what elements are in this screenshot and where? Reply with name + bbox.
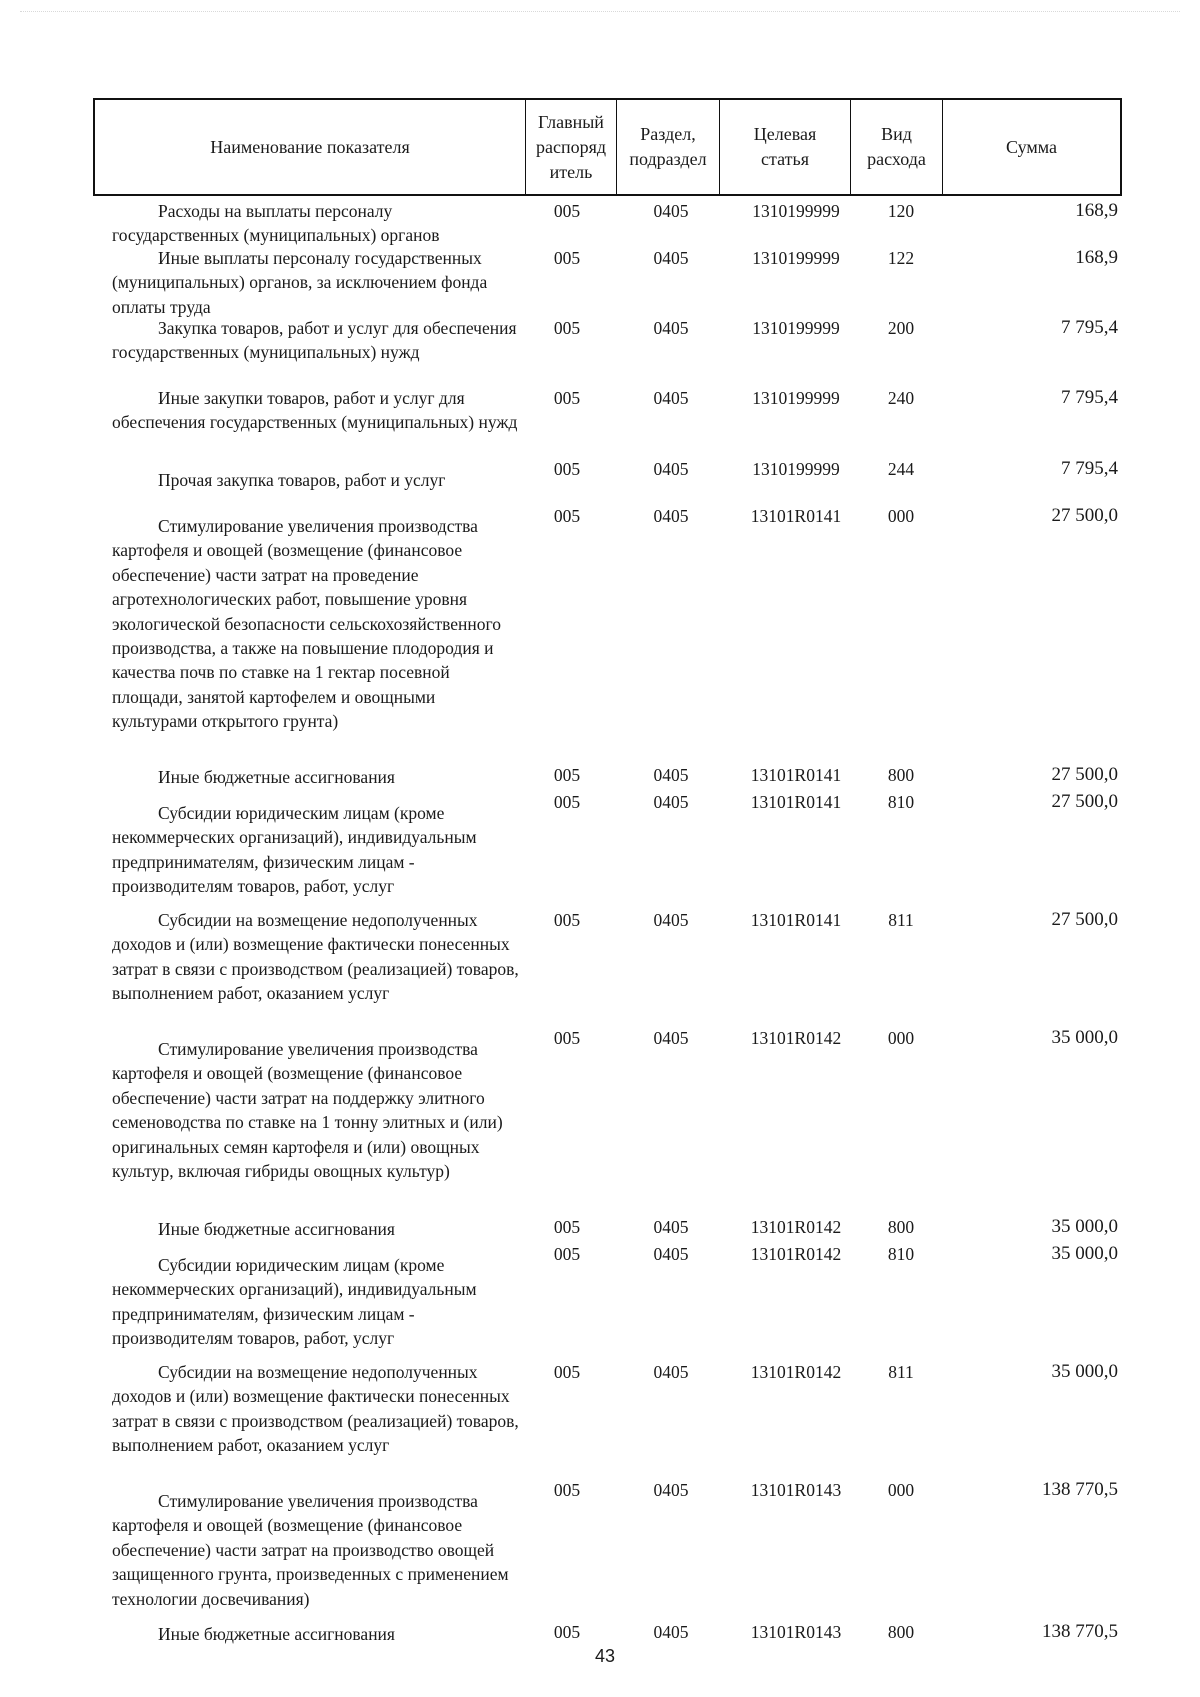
row-celevaya-statya: 1310199999 (752, 318, 840, 338)
row-vid-rashoda: 811 (888, 910, 914, 930)
row-summa: 35 000,0 (1051, 1027, 1118, 1048)
row-vid-rashoda: 000 (887, 1028, 915, 1048)
row-glav: 005 (553, 318, 581, 338)
row-celevaya-statya: 1310199999 (752, 388, 840, 408)
row-name: Субсидии на возмещение недополученных доходов и (или) возмещение фактически понесенных затрат в связи с производством (реализацией) товаров, выполнением работ, оказанием услуг (112, 910, 519, 1004)
row-celevaya-statya: 13101R0141 (750, 910, 842, 930)
row-celevaya-statya: 1310199999 (752, 248, 840, 268)
row-name: Субсидии юридическим лицам (кроме некоммерческих организаций), индивидуальным предпринимателям, физическим лицам - производителям товаров, работ, услуг (112, 803, 477, 897)
row-glav: 005 (553, 1362, 581, 1382)
row-razdel: 0405 (653, 1028, 689, 1048)
row-razdel: 0405 (653, 765, 689, 785)
row-name: Иные закупки товаров, работ и услуг для обеспечения государственных (муниципальных) нужд (112, 388, 518, 433)
row-name: Иные бюджетные ассигнования (158, 767, 395, 787)
row-name: Стимулирование увеличения производства картофеля и овощей (возмещение (финансовое обеспечение) части затрат на производство овощей защищенного грунта, произведенных с применением технологии досвечивания) (112, 1491, 509, 1609)
row-summa: 168,9 (1075, 200, 1118, 221)
row-name: Закупка товаров, работ и услуг для обеспечения государственных (муниципальных) нужд (112, 318, 517, 363)
row-glav: 005 (553, 1244, 581, 1264)
row-vid-rashoda: 122 (887, 248, 915, 268)
row-vid-rashoda: 200 (887, 318, 915, 338)
row-glav: 005 (553, 1480, 581, 1500)
row-glav: 005 (553, 765, 581, 785)
row-vid-rashoda: 810 (887, 792, 915, 812)
row-glav: 005 (553, 1028, 581, 1048)
row-celevaya-statya: 1310199999 (752, 459, 840, 479)
row-razdel: 0405 (653, 1244, 689, 1264)
row-vid-rashoda: 800 (887, 1622, 915, 1642)
row-name: Субсидии юридическим лицам (кроме некоммерческих организаций), индивидуальным предпринимателям, физическим лицам - производителям товаров, работ, услуг (112, 1255, 477, 1349)
row-celevaya-statya: 1310199999 (752, 201, 840, 221)
row-summa: 27 500,0 (1051, 791, 1118, 812)
header-glavny-rasporyaditel-label: Главный распоряд итель (535, 111, 607, 182)
row-vid-rashoda: 810 (887, 1244, 915, 1264)
row-glav: 005 (553, 459, 581, 479)
row-name: Иные бюджетные ассигнования (158, 1624, 395, 1644)
row-summa: 138 770,5 (1042, 1621, 1118, 1642)
row-razdel: 0405 (653, 388, 689, 408)
row-razdel: 0405 (653, 792, 689, 812)
row-razdel: 0405 (653, 1217, 689, 1237)
row-razdel: 0405 (653, 248, 689, 268)
scan-edge-line (20, 11, 1180, 12)
header-razdel-podrazdel-label: Раздел, подраздел (629, 124, 707, 169)
row-glav: 005 (553, 1217, 581, 1237)
row-vid-rashoda: 120 (887, 201, 915, 221)
row-razdel: 0405 (653, 459, 689, 479)
header-celevaya-statya (719, 100, 850, 194)
table-header (93, 98, 1122, 196)
row-razdel: 0405 (653, 506, 689, 526)
row-summa: 27 500,0 (1051, 909, 1118, 930)
row-name: Прочая закупка товаров, работ и услуг (158, 470, 446, 490)
row-glav: 005 (553, 201, 581, 221)
row-celevaya-statya: 13101R0142 (750, 1217, 842, 1237)
row-name: Субсидии на возмещение недополученных доходов и (или) возмещение фактически понесенных затрат в связи с производством (реализацией) товаров, выполнением работ, оказанием услуг (112, 1362, 519, 1456)
row-razdel: 0405 (653, 318, 689, 338)
row-summa: 168,9 (1075, 247, 1118, 268)
row-name: Расходы на выплаты персоналу государственных (муниципальных) органов (112, 201, 440, 246)
row-vid-rashoda: 000 (887, 1480, 915, 1500)
header-vid-rashoda (850, 100, 942, 194)
row-celevaya-statya: 13101R0143 (750, 1480, 842, 1500)
header-glavny-rasporyaditel (525, 100, 616, 194)
row-celevaya-statya: 13101R0142 (750, 1244, 842, 1264)
row-name: Стимулирование увеличения производства картофеля и овощей (возмещение (финансовое обеспечение) части затрат на поддержку элитного семеноводства по ставке на 1 тонну элитных и (или) оригинальных семян картофеля и (или) овощных культур, включая гибриды овощных культур) (112, 1039, 503, 1182)
row-razdel: 0405 (653, 1622, 689, 1642)
row-vid-rashoda: 800 (887, 765, 915, 785)
row-name: Иные бюджетные ассигнования (158, 1219, 395, 1239)
row-summa: 35 000,0 (1051, 1243, 1118, 1264)
row-vid-rashoda: 000 (887, 506, 915, 526)
row-glav: 005 (553, 506, 581, 526)
row-summa: 138 770,5 (1042, 1479, 1118, 1500)
row-celevaya-statya: 13101R0141 (750, 765, 842, 785)
page-number: 43 (594, 1646, 616, 1666)
row-glav: 005 (553, 792, 581, 812)
header-celevaya-statya-label: Целевая статья (753, 124, 817, 169)
row-razdel: 0405 (653, 910, 689, 930)
row-summa: 7 795,4 (1061, 317, 1118, 338)
row-celevaya-statya: 13101R0142 (750, 1362, 842, 1382)
row-celevaya-statya: 13101R0142 (750, 1028, 842, 1048)
row-glav: 005 (553, 910, 581, 930)
row-vid-rashoda: 240 (887, 388, 915, 408)
row-glav: 005 (553, 248, 581, 268)
row-vid-rashoda: 811 (888, 1362, 914, 1382)
header-summa: Сумма (942, 100, 1120, 194)
row-glav: 005 (553, 1622, 581, 1642)
row-name: Иные выплаты персоналу государственных (муниципальных) органов, за исключением фонда оплаты труда (112, 248, 488, 317)
row-summa: 7 795,4 (1061, 458, 1118, 479)
row-summa: 27 500,0 (1051, 764, 1118, 785)
header-razdel-podrazdel (616, 100, 719, 194)
row-celevaya-statya: 13101R0143 (750, 1622, 842, 1642)
row-name: Стимулирование увеличения производства картофеля и овощей (возмещение (финансовое обеспечение) части затрат на проведение агротехнологических работ, повышение уровня экологической безопасности сельскохозяйственного производства, а также на повышение плодородия и качества почв по ставке на 1 гектар посевной площади, занятой картофелем и овощными культурами открытого грунта) (112, 516, 501, 732)
row-glav: 005 (553, 388, 581, 408)
row-summa: 35 000,0 (1051, 1361, 1118, 1382)
header-vid-rashoda-label: Вид расхода (867, 124, 926, 169)
row-celevaya-statya: 13101R0141 (750, 792, 842, 812)
row-summa: 27 500,0 (1051, 505, 1118, 526)
row-razdel: 0405 (653, 201, 689, 221)
row-summa: 7 795,4 (1061, 387, 1118, 408)
row-vid-rashoda: 800 (887, 1217, 915, 1237)
row-summa: 35 000,0 (1051, 1216, 1118, 1237)
row-celevaya-statya: 13101R0141 (750, 506, 842, 526)
row-razdel: 0405 (653, 1362, 689, 1382)
header-name: Наименование показателя (210, 136, 410, 157)
row-vid-rashoda: 244 (887, 459, 915, 479)
row-razdel: 0405 (653, 1480, 689, 1500)
